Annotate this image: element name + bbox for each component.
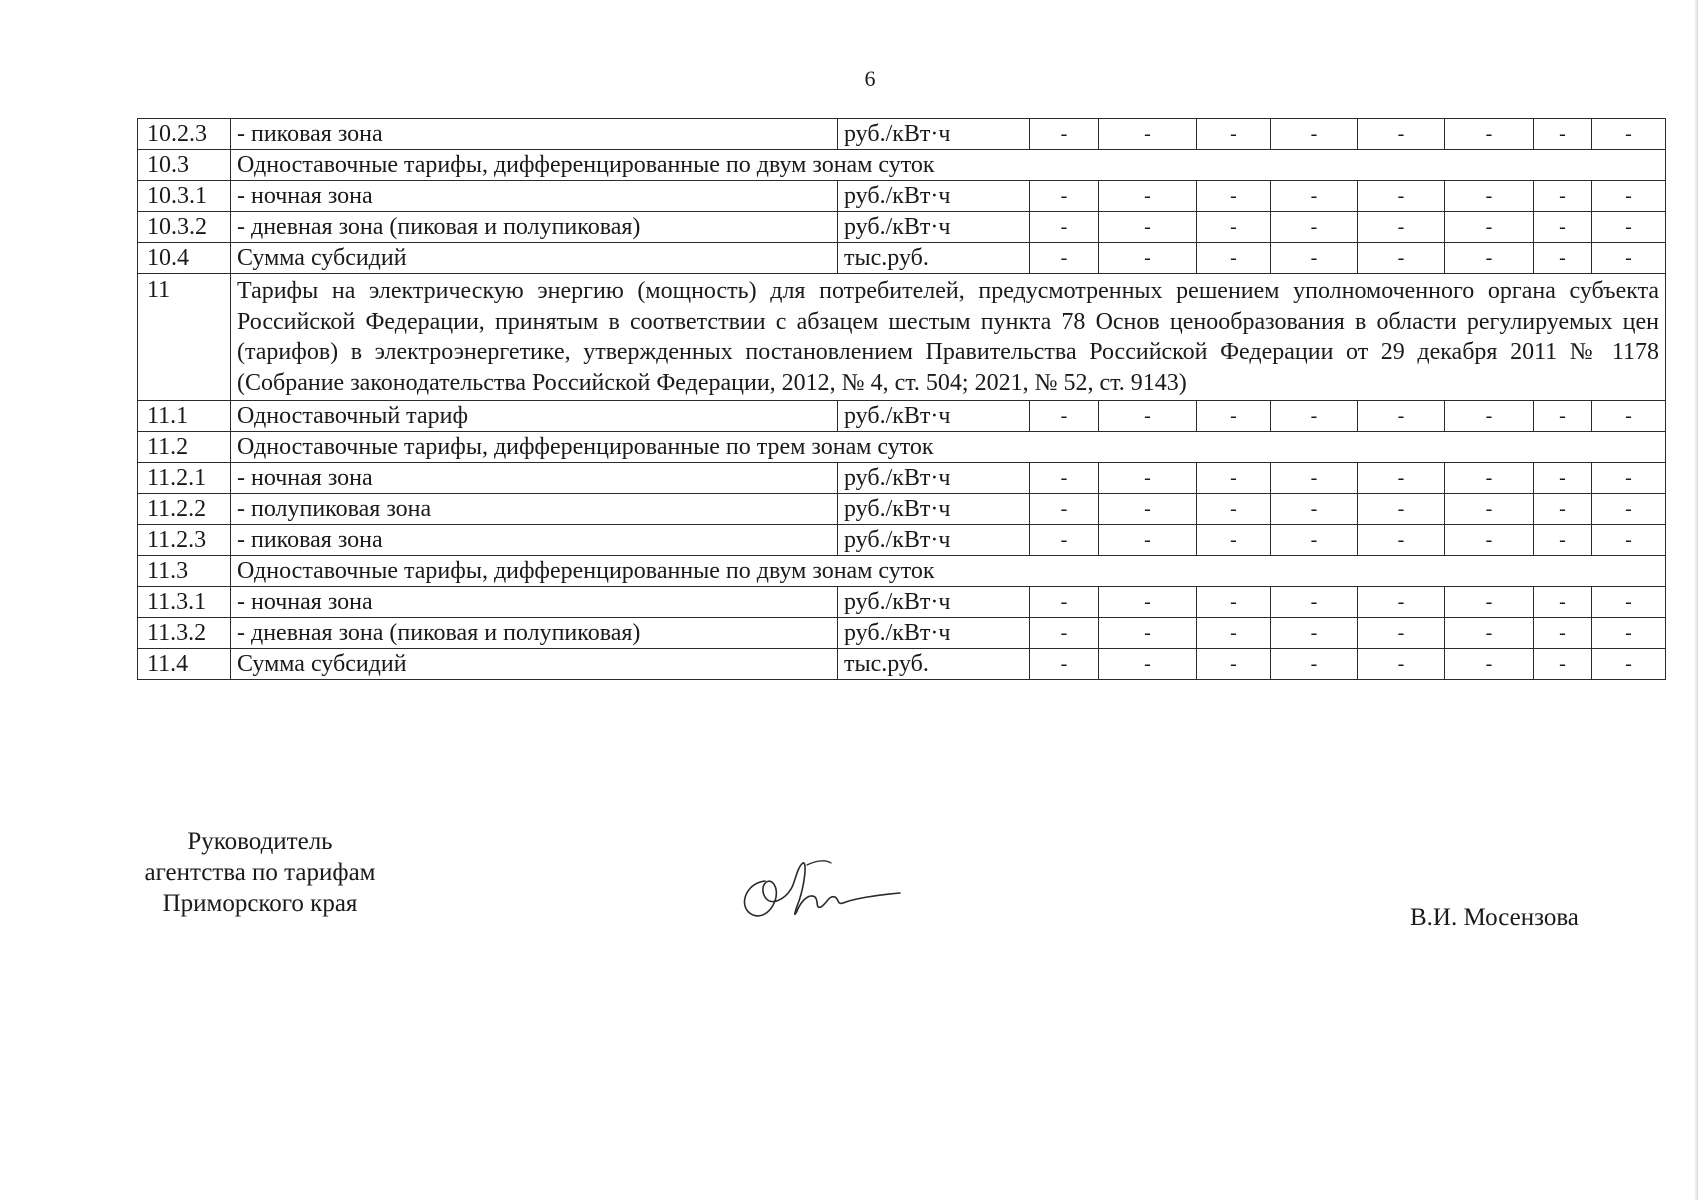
value-cell: - <box>1197 243 1271 274</box>
table-row <box>138 119 1666 150</box>
value-cell: - <box>1030 401 1099 432</box>
value-cell: - <box>1099 243 1197 274</box>
value-cell: - <box>1099 119 1197 150</box>
value-cell: - <box>1445 243 1534 274</box>
value-cell: - <box>1030 587 1099 618</box>
row-name: - дневная зона (пиковая и полупиковая) <box>231 618 838 649</box>
row-number: 10.3 <box>138 150 231 181</box>
value-cell: - <box>1197 212 1271 243</box>
row-number: 11.2.2 <box>138 494 231 525</box>
value-cell: - <box>1592 463 1666 494</box>
value-cell: - <box>1030 649 1099 680</box>
value-cell: - <box>1534 212 1592 243</box>
value-cell: - <box>1534 181 1592 212</box>
row-unit: руб./кВт·ч <box>838 119 1030 150</box>
row-name: - пиковая зона <box>231 525 838 556</box>
value-cell: - <box>1030 181 1099 212</box>
row-unit: руб./кВт·ч <box>838 181 1030 212</box>
row-number: 11.1 <box>138 401 231 432</box>
value-cell: - <box>1030 494 1099 525</box>
value-cell: - <box>1271 243 1358 274</box>
row-name: Одноставочные тарифы, дифференцированные по двум зонам суток <box>231 556 1666 587</box>
row-name: - ночная зона <box>231 181 838 212</box>
signer-position-line: Руководитель <box>187 828 333 855</box>
value-cell: - <box>1534 119 1592 150</box>
row-unit: руб./кВт·ч <box>838 212 1030 243</box>
row-unit: руб./кВт·ч <box>838 587 1030 618</box>
value-cell: - <box>1534 618 1592 649</box>
value-cell: - <box>1099 212 1197 243</box>
value-cell: - <box>1030 243 1099 274</box>
value-cell: - <box>1197 119 1271 150</box>
signer-position-line: Приморского края <box>162 890 358 917</box>
value-cell: - <box>1358 212 1445 243</box>
table-row <box>138 212 1666 243</box>
row-number: 11.2 <box>138 432 231 463</box>
value-cell: - <box>1197 525 1271 556</box>
table-row <box>138 525 1666 556</box>
value-cell: - <box>1534 525 1592 556</box>
value-cell: - <box>1030 119 1099 150</box>
row-name: Одноставочные тарифы, дифференцированные по трем зонам суток <box>231 432 1666 463</box>
value-cell: - <box>1592 181 1666 212</box>
value-cell: - <box>1271 525 1358 556</box>
table-row <box>138 150 1666 181</box>
value-cell: - <box>1271 649 1358 680</box>
row-unit: руб./кВт·ч <box>838 525 1030 556</box>
row-number: 11.2.1 <box>138 463 231 494</box>
value-cell: - <box>1030 525 1099 556</box>
row-number: 11.3.2 <box>138 618 231 649</box>
value-cell: - <box>1099 463 1197 494</box>
value-cell: - <box>1271 401 1358 432</box>
value-cell: - <box>1358 463 1445 494</box>
table-row <box>138 463 1666 494</box>
tariff-table <box>137 118 1666 680</box>
value-cell: - <box>1534 649 1592 680</box>
value-cell: - <box>1197 649 1271 680</box>
value-cell: - <box>1358 401 1445 432</box>
value-cell: - <box>1197 463 1271 494</box>
value-cell: - <box>1358 525 1445 556</box>
value-cell: - <box>1445 525 1534 556</box>
value-cell: - <box>1197 401 1271 432</box>
row-name: Сумма субсидий <box>231 243 838 274</box>
table-row <box>138 274 1666 401</box>
value-cell: - <box>1358 494 1445 525</box>
value-cell: - <box>1197 587 1271 618</box>
value-cell: - <box>1534 401 1592 432</box>
row-name: Тарифы на электрическую энергию (мощность) для потребителей, предусмотренных решением уполномоченного органа субъекта Российской Федерации, принятым в соответствии с абзацем шестым пункта 78 Основ ценообразования в области регулируемых цен (тарифов) в электроэнергетике, утвержденных постановлением Правительства Российской Федерации от 29 декабря 2011 № 1178 (Собрание законодательства Российской Федерации, 2012, № 4, ст. 504; 2021, № 52, ст. 9143) <box>231 274 1666 401</box>
value-cell: - <box>1099 587 1197 618</box>
value-cell: - <box>1197 494 1271 525</box>
value-cell: - <box>1358 618 1445 649</box>
row-number: 10.2.3 <box>138 119 231 150</box>
value-cell: - <box>1445 401 1534 432</box>
value-cell: - <box>1271 181 1358 212</box>
row-name: - полупиковая зона <box>231 494 838 525</box>
value-cell: - <box>1592 587 1666 618</box>
value-cell: - <box>1030 212 1099 243</box>
row-number: 11.4 <box>138 649 231 680</box>
table-row <box>138 401 1666 432</box>
table-row <box>138 556 1666 587</box>
row-name: - дневная зона (пиковая и полупиковая) <box>231 212 838 243</box>
row-name: Одноставочные тарифы, дифференцированные по двум зонам суток <box>231 150 1666 181</box>
row-name: Одноставочный тариф <box>231 401 838 432</box>
value-cell: - <box>1445 618 1534 649</box>
row-number: 11.3.1 <box>138 587 231 618</box>
value-cell: - <box>1099 181 1197 212</box>
value-cell: - <box>1534 587 1592 618</box>
value-cell: - <box>1445 494 1534 525</box>
value-cell: - <box>1592 212 1666 243</box>
value-cell: - <box>1534 463 1592 494</box>
value-cell: - <box>1271 618 1358 649</box>
value-cell: - <box>1445 649 1534 680</box>
value-cell: - <box>1592 494 1666 525</box>
value-cell: - <box>1592 618 1666 649</box>
value-cell: - <box>1358 181 1445 212</box>
value-cell: - <box>1030 463 1099 494</box>
value-cell: - <box>1099 649 1197 680</box>
row-unit: руб./кВт·ч <box>838 494 1030 525</box>
row-name: - пиковая зона <box>231 119 838 150</box>
value-cell: - <box>1099 401 1197 432</box>
table-row <box>138 649 1666 680</box>
row-number: 11.2.3 <box>138 525 231 556</box>
value-cell: - <box>1592 525 1666 556</box>
table-row <box>138 243 1666 274</box>
row-number: 10.3.2 <box>138 212 231 243</box>
table-row <box>138 432 1666 463</box>
signer-name: В.И. Мосензова <box>1410 904 1579 931</box>
value-cell: - <box>1099 494 1197 525</box>
signer-position-line: агентства по тарифам <box>144 859 376 886</box>
row-number: 10.3.1 <box>138 181 231 212</box>
row-name: Сумма субсидий <box>231 649 838 680</box>
table-row <box>138 618 1666 649</box>
value-cell: - <box>1358 649 1445 680</box>
row-unit: тыс.руб. <box>838 649 1030 680</box>
value-cell: - <box>1197 618 1271 649</box>
tariff-table-body <box>138 119 1666 680</box>
value-cell: - <box>1099 618 1197 649</box>
value-cell: - <box>1271 463 1358 494</box>
table-row <box>138 181 1666 212</box>
row-number: 11 <box>138 274 231 401</box>
value-cell: - <box>1197 181 1271 212</box>
row-unit: руб./кВт·ч <box>838 463 1030 494</box>
value-cell: - <box>1271 119 1358 150</box>
row-name: - ночная зона <box>231 463 838 494</box>
value-cell: - <box>1592 649 1666 680</box>
value-cell: - <box>1271 212 1358 243</box>
row-number: 11.3 <box>138 556 231 587</box>
value-cell: - <box>1592 243 1666 274</box>
value-cell: - <box>1358 587 1445 618</box>
value-cell: - <box>1592 401 1666 432</box>
page-edge <box>1694 0 1698 1200</box>
value-cell: - <box>1358 243 1445 274</box>
page-number: 6 <box>864 66 876 91</box>
value-cell: - <box>1445 212 1534 243</box>
value-cell: - <box>1358 119 1445 150</box>
value-cell: - <box>1099 525 1197 556</box>
value-cell: - <box>1271 494 1358 525</box>
value-cell: - <box>1445 463 1534 494</box>
value-cell: - <box>1445 119 1534 150</box>
signer-position <box>118 826 402 919</box>
row-unit: руб./кВт·ч <box>838 618 1030 649</box>
handwritten-signature <box>735 853 905 933</box>
value-cell: - <box>1534 494 1592 525</box>
row-number: 10.4 <box>138 243 231 274</box>
value-cell: - <box>1445 587 1534 618</box>
table-row <box>138 494 1666 525</box>
value-cell: - <box>1271 587 1358 618</box>
value-cell: - <box>1534 243 1592 274</box>
row-name: - ночная зона <box>231 587 838 618</box>
row-unit: тыс.руб. <box>838 243 1030 274</box>
table-row <box>138 587 1666 618</box>
value-cell: - <box>1445 181 1534 212</box>
row-unit: руб./кВт·ч <box>838 401 1030 432</box>
value-cell: - <box>1030 618 1099 649</box>
value-cell: - <box>1592 119 1666 150</box>
